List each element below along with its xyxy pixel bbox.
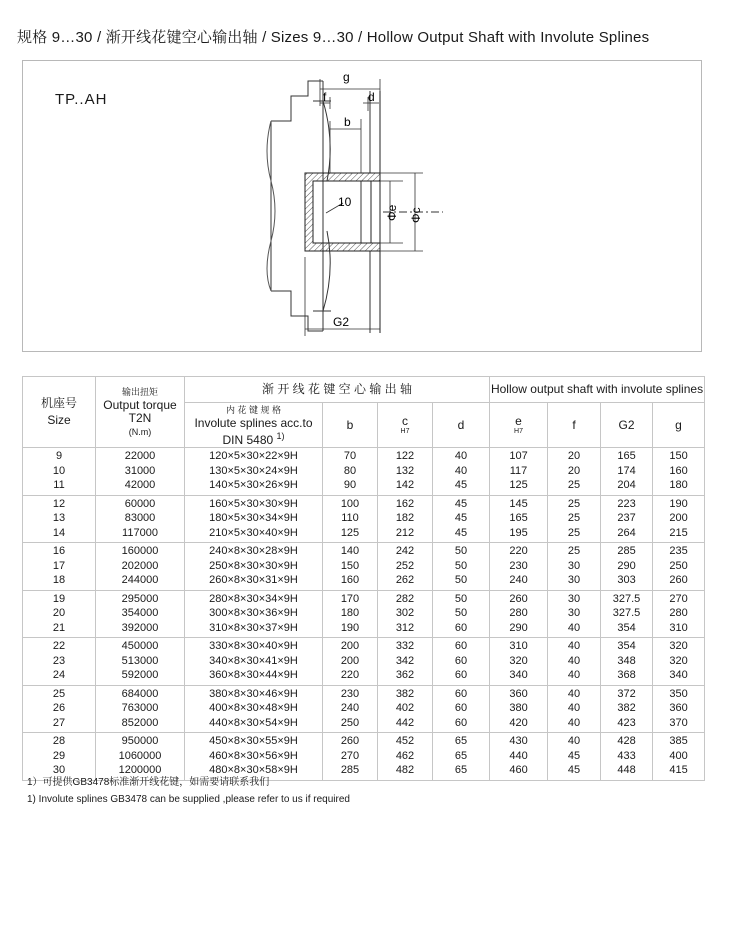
table-cell: 13 bbox=[23, 511, 96, 526]
table-cell: 27 bbox=[23, 716, 96, 733]
table-cell: 448 bbox=[601, 763, 653, 780]
table-cell: 280 bbox=[653, 606, 705, 621]
table-cell: 392000 bbox=[96, 621, 185, 638]
table-cell: 450000 bbox=[96, 638, 185, 654]
table-cell: 40 bbox=[433, 464, 490, 479]
table-cell: 385 bbox=[653, 733, 705, 749]
shaft-drawing bbox=[23, 61, 703, 353]
table-cell: 117 bbox=[490, 464, 548, 479]
table-cell: 354000 bbox=[96, 606, 185, 621]
table-cell: 380×8×30×46×9H bbox=[185, 685, 323, 701]
table-cell: 264 bbox=[601, 526, 653, 543]
table-cell: 1200000 bbox=[96, 763, 185, 780]
table-cell: 50 bbox=[433, 543, 490, 559]
dim-phi-e: Φe bbox=[385, 204, 399, 221]
table-row bbox=[23, 448, 705, 464]
table-cell: 60 bbox=[433, 668, 490, 685]
table-cell: 25 bbox=[548, 543, 601, 559]
table-cell: 382 bbox=[378, 685, 433, 701]
table-cell: 160×5×30×30×9H bbox=[185, 495, 323, 511]
table-row bbox=[23, 526, 705, 543]
table-cell: 202000 bbox=[96, 559, 185, 574]
table-cell: 29 bbox=[23, 749, 96, 764]
table-cell: 402 bbox=[378, 701, 433, 716]
table-cell: 433 bbox=[601, 749, 653, 764]
table-cell: 763000 bbox=[96, 701, 185, 716]
table-cell: 142 bbox=[378, 478, 433, 495]
table-cell: 250 bbox=[653, 559, 705, 574]
table-cell: 250 bbox=[323, 716, 378, 733]
table-cell: 195 bbox=[490, 526, 548, 543]
table-cell: 40 bbox=[548, 668, 601, 685]
table-cell: 244000 bbox=[96, 573, 185, 590]
table-cell: 220 bbox=[490, 543, 548, 559]
table-cell: 182 bbox=[378, 511, 433, 526]
table-cell: 240 bbox=[490, 573, 548, 590]
header-c bbox=[378, 403, 433, 448]
technical-drawing bbox=[22, 60, 702, 352]
table-cell: 130×5×30×24×9H bbox=[185, 464, 323, 479]
table-cell: 10 bbox=[23, 464, 96, 479]
table-cell: 160 bbox=[653, 464, 705, 479]
table-cell: 45 bbox=[433, 511, 490, 526]
table-cell: 482 bbox=[378, 763, 433, 780]
table-cell: 400 bbox=[653, 749, 705, 764]
table-cell: 354 bbox=[601, 621, 653, 638]
table-cell: 25 bbox=[548, 526, 601, 543]
table-cell: 22 bbox=[23, 638, 96, 654]
table-cell: 180 bbox=[323, 606, 378, 621]
dim-phi-c: Φc bbox=[409, 207, 423, 223]
header-f: f bbox=[548, 403, 601, 448]
table-cell: 270 bbox=[653, 590, 705, 606]
header-spline-note: 1) bbox=[276, 431, 285, 441]
table-cell: 83000 bbox=[96, 511, 185, 526]
header-group-cn: 渐 开 线 花 键 空 心 输 出 轴 bbox=[185, 377, 490, 403]
table-cell: 20 bbox=[23, 606, 96, 621]
table-cell: 282 bbox=[378, 590, 433, 606]
table-cell: 370 bbox=[653, 716, 705, 733]
table-cell: 320 bbox=[653, 654, 705, 669]
table-cell: 9 bbox=[23, 448, 96, 464]
table-cell: 28 bbox=[23, 733, 96, 749]
table-cell: 200 bbox=[653, 511, 705, 526]
table-cell: 117000 bbox=[96, 526, 185, 543]
table-cell: 11 bbox=[23, 478, 96, 495]
table-cell: 21 bbox=[23, 621, 96, 638]
table-cell: 285 bbox=[601, 543, 653, 559]
dim-g2: G2 bbox=[333, 315, 350, 329]
table-cell: 17 bbox=[23, 559, 96, 574]
table-cell: 40 bbox=[548, 733, 601, 749]
header-spline-en2: DIN 5480 bbox=[222, 433, 274, 447]
table-cell: 40 bbox=[548, 685, 601, 701]
table-cell: 40 bbox=[548, 638, 601, 654]
spec-table bbox=[22, 376, 705, 781]
table-cell: 372 bbox=[601, 685, 653, 701]
table-cell: 320 bbox=[653, 638, 705, 654]
table-cell: 45 bbox=[433, 495, 490, 511]
table-cell: 22000 bbox=[96, 448, 185, 464]
table-cell: 230 bbox=[490, 559, 548, 574]
table-row bbox=[23, 573, 705, 590]
header-b: b bbox=[323, 403, 378, 448]
table-row bbox=[23, 621, 705, 638]
table-cell: 300×8×30×36×9H bbox=[185, 606, 323, 621]
table-cell: 30 bbox=[23, 763, 96, 780]
table-cell: 452 bbox=[378, 733, 433, 749]
table-cell: 174 bbox=[601, 464, 653, 479]
table-cell: 430 bbox=[490, 733, 548, 749]
table-cell: 190 bbox=[323, 621, 378, 638]
table-cell: 428 bbox=[601, 733, 653, 749]
table-row bbox=[23, 511, 705, 526]
table-cell: 350 bbox=[653, 685, 705, 701]
table-cell: 40 bbox=[548, 654, 601, 669]
dim-g: g bbox=[343, 70, 350, 84]
header-size-en: Size bbox=[47, 413, 71, 427]
table-cell: 170 bbox=[323, 590, 378, 606]
table-row bbox=[23, 701, 705, 716]
table-row bbox=[23, 638, 705, 654]
header-c-label: c bbox=[402, 413, 408, 428]
table-cell: 320 bbox=[490, 654, 548, 669]
table-cell: 223 bbox=[601, 495, 653, 511]
table-cell: 310×8×30×37×9H bbox=[185, 621, 323, 638]
table-cell: 25 bbox=[548, 478, 601, 495]
table-cell: 30 bbox=[548, 606, 601, 621]
table-cell: 237 bbox=[601, 511, 653, 526]
header-e-label: e bbox=[515, 413, 522, 428]
header-e-tol: H7 bbox=[514, 427, 523, 435]
table-cell: 140 bbox=[323, 543, 378, 559]
table-row bbox=[23, 590, 705, 606]
table-cell: 330×8×30×40×9H bbox=[185, 638, 323, 654]
table-cell: 122 bbox=[378, 448, 433, 464]
table-cell: 162 bbox=[378, 495, 433, 511]
table-cell: 400×8×30×48×9H bbox=[185, 701, 323, 716]
table-cell: 60 bbox=[433, 621, 490, 638]
table-row bbox=[23, 668, 705, 685]
table-cell: 140×5×30×26×9H bbox=[185, 478, 323, 495]
table-cell: 50 bbox=[433, 559, 490, 574]
table-cell: 65 bbox=[433, 763, 490, 780]
table-cell: 160000 bbox=[96, 543, 185, 559]
table-cell: 462 bbox=[378, 749, 433, 764]
dim-10: 10 bbox=[338, 195, 352, 209]
header-torque-cn: 输出扭矩 bbox=[121, 387, 158, 397]
table-row bbox=[23, 464, 705, 479]
table-cell: 125 bbox=[323, 526, 378, 543]
table-cell: 25 bbox=[548, 495, 601, 511]
table-cell: 60000 bbox=[96, 495, 185, 511]
table-cell: 340×8×30×41×9H bbox=[185, 654, 323, 669]
table-cell: 242 bbox=[378, 543, 433, 559]
table-cell: 23 bbox=[23, 654, 96, 669]
table-cell: 262 bbox=[378, 573, 433, 590]
dim-d: d bbox=[368, 90, 375, 104]
header-size-cn: 机座号 bbox=[40, 396, 77, 410]
table-cell: 50 bbox=[433, 606, 490, 621]
table-cell: 460×8×30×56×9H bbox=[185, 749, 323, 764]
table-cell: 327.5 bbox=[601, 606, 653, 621]
header-torque-sym: T2N bbox=[128, 411, 152, 425]
table-cell: 230 bbox=[323, 685, 378, 701]
table-cell: 310 bbox=[490, 638, 548, 654]
table-cell: 25 bbox=[23, 685, 96, 701]
table-cell: 24 bbox=[23, 668, 96, 685]
table-cell: 295000 bbox=[96, 590, 185, 606]
table-cell: 360×8×30×44×9H bbox=[185, 668, 323, 685]
table-cell: 40 bbox=[548, 621, 601, 638]
table-cell: 45 bbox=[433, 478, 490, 495]
table-cell: 110 bbox=[323, 511, 378, 526]
table-cell: 592000 bbox=[96, 668, 185, 685]
table-cell: 280 bbox=[490, 606, 548, 621]
table-row bbox=[23, 543, 705, 559]
table-cell: 145 bbox=[490, 495, 548, 511]
table-cell: 65 bbox=[433, 749, 490, 764]
table-cell: 65 bbox=[433, 733, 490, 749]
table-cell: 180×5×30×34×9H bbox=[185, 511, 323, 526]
table-cell: 120×5×30×22×9H bbox=[185, 448, 323, 464]
table-row bbox=[23, 606, 705, 621]
table-cell: 420 bbox=[490, 716, 548, 733]
table-cell: 70 bbox=[323, 448, 378, 464]
table-cell: 290 bbox=[601, 559, 653, 574]
table-cell: 60 bbox=[433, 654, 490, 669]
table-cell: 240 bbox=[323, 701, 378, 716]
table-cell: 40 bbox=[548, 701, 601, 716]
table-cell: 852000 bbox=[96, 716, 185, 733]
table-cell: 423 bbox=[601, 716, 653, 733]
table-cell: 312 bbox=[378, 621, 433, 638]
header-size bbox=[23, 377, 96, 448]
table-cell: 125 bbox=[490, 478, 548, 495]
table-row bbox=[23, 559, 705, 574]
table-cell: 342 bbox=[378, 654, 433, 669]
header-spline-cn: 内 花 键 规 格 bbox=[225, 405, 281, 415]
table-cell: 360 bbox=[490, 685, 548, 701]
table-cell: 18 bbox=[23, 573, 96, 590]
table-cell: 60 bbox=[433, 701, 490, 716]
table-row bbox=[23, 478, 705, 495]
table-cell: 260 bbox=[490, 590, 548, 606]
table-cell: 260 bbox=[653, 573, 705, 590]
table-cell: 50 bbox=[433, 573, 490, 590]
header-g2: G2 bbox=[601, 403, 653, 448]
table-cell: 252 bbox=[378, 559, 433, 574]
table-cell: 1060000 bbox=[96, 749, 185, 764]
table-cell: 200 bbox=[323, 638, 378, 654]
table-cell: 280×8×30×34×9H bbox=[185, 590, 323, 606]
header-c-tol: H7 bbox=[400, 427, 410, 435]
table-cell: 362 bbox=[378, 668, 433, 685]
header-d: d bbox=[433, 403, 490, 448]
table-cell: 90 bbox=[323, 478, 378, 495]
table-row bbox=[23, 716, 705, 733]
table-cell: 380 bbox=[490, 701, 548, 716]
header-torque-en: Output torque bbox=[103, 398, 177, 412]
table-cell: 215 bbox=[653, 526, 705, 543]
table-cell: 684000 bbox=[96, 685, 185, 701]
table-row bbox=[23, 733, 705, 749]
table-cell: 20 bbox=[548, 464, 601, 479]
table-cell: 40 bbox=[548, 716, 601, 733]
table-cell: 332 bbox=[378, 638, 433, 654]
footnote-en: 1) Involute splines GB3478 can be supplied ,please refer to us if required bbox=[27, 794, 350, 805]
table-cell: 250×8×30×30×9H bbox=[185, 559, 323, 574]
table-cell: 80 bbox=[323, 464, 378, 479]
table-cell: 165 bbox=[490, 511, 548, 526]
table-cell: 165 bbox=[601, 448, 653, 464]
table-cell: 42000 bbox=[96, 478, 185, 495]
table-cell: 45 bbox=[433, 526, 490, 543]
table-row bbox=[23, 749, 705, 764]
table-cell: 150 bbox=[653, 448, 705, 464]
table-cell: 12 bbox=[23, 495, 96, 511]
table-cell: 260×8×30×31×9H bbox=[185, 573, 323, 590]
model-label: TP..AH bbox=[55, 91, 108, 108]
table-cell: 30 bbox=[548, 573, 601, 590]
table-cell: 132 bbox=[378, 464, 433, 479]
table-cell: 19 bbox=[23, 590, 96, 606]
table-cell: 60 bbox=[433, 716, 490, 733]
table-cell: 45 bbox=[548, 749, 601, 764]
table-cell: 480×8×30×58×9H bbox=[185, 763, 323, 780]
table-row bbox=[23, 685, 705, 701]
table-cell: 354 bbox=[601, 638, 653, 654]
table-cell: 60 bbox=[433, 685, 490, 701]
footnote-cn: 1）可提供GB3478标准渐开线花键，如需要请联系我们 bbox=[27, 777, 270, 788]
table-cell: 285 bbox=[323, 763, 378, 780]
table-cell: 340 bbox=[490, 668, 548, 685]
table-cell: 31000 bbox=[96, 464, 185, 479]
header-spline bbox=[185, 403, 323, 448]
header-torque-unit: (N.m) bbox=[128, 427, 152, 437]
table-cell: 100 bbox=[323, 495, 378, 511]
table-cell: 212 bbox=[378, 526, 433, 543]
table-cell: 180 bbox=[653, 478, 705, 495]
table-cell: 450×8×30×55×9H bbox=[185, 733, 323, 749]
table-cell: 204 bbox=[601, 478, 653, 495]
table-cell: 415 bbox=[653, 763, 705, 780]
table-cell: 16 bbox=[23, 543, 96, 559]
table-cell: 260 bbox=[323, 733, 378, 749]
table-cell: 360 bbox=[653, 701, 705, 716]
table-cell: 160 bbox=[323, 573, 378, 590]
table-cell: 440 bbox=[490, 749, 548, 764]
table-cell: 190 bbox=[653, 495, 705, 511]
table-cell: 382 bbox=[601, 701, 653, 716]
table-cell: 25 bbox=[548, 511, 601, 526]
table-cell: 513000 bbox=[96, 654, 185, 669]
table-cell: 348 bbox=[601, 654, 653, 669]
table-cell: 950000 bbox=[96, 733, 185, 749]
header-g: g bbox=[653, 403, 705, 448]
dim-f: f bbox=[323, 90, 327, 104]
table-cell: 270 bbox=[323, 749, 378, 764]
table-cell: 310 bbox=[653, 621, 705, 638]
table-cell: 368 bbox=[601, 668, 653, 685]
table-cell: 20 bbox=[548, 448, 601, 464]
table-cell: 240×8×30×28×9H bbox=[185, 543, 323, 559]
table-cell: 303 bbox=[601, 573, 653, 590]
table-cell: 442 bbox=[378, 716, 433, 733]
table-cell: 460 bbox=[490, 763, 548, 780]
page-title: 规格 9…30 / 渐开线花键空心输出轴 / Sizes 9…30 / Hollow Output Shaft with Involute Splines bbox=[17, 29, 650, 46]
table-cell: 210×5×30×40×9H bbox=[185, 526, 323, 543]
table-cell: 45 bbox=[548, 763, 601, 780]
table-cell: 30 bbox=[548, 559, 601, 574]
header-e bbox=[490, 403, 548, 448]
table-cell: 220 bbox=[323, 668, 378, 685]
table-row bbox=[23, 654, 705, 669]
table-cell: 26 bbox=[23, 701, 96, 716]
header-group-en: Hollow output shaft with involute splines bbox=[490, 377, 705, 403]
table-cell: 40 bbox=[433, 448, 490, 464]
spec-table-container bbox=[22, 376, 704, 781]
table-cell: 14 bbox=[23, 526, 96, 543]
table-cell: 327.5 bbox=[601, 590, 653, 606]
table-cell: 107 bbox=[490, 448, 548, 464]
table-cell: 200 bbox=[323, 654, 378, 669]
table-cell: 340 bbox=[653, 668, 705, 685]
header-spline-en1: Involute splines acc.to bbox=[194, 416, 313, 430]
table-cell: 30 bbox=[548, 590, 601, 606]
table-row bbox=[23, 495, 705, 511]
table-cell: 50 bbox=[433, 590, 490, 606]
table-cell: 150 bbox=[323, 559, 378, 574]
dim-b: b bbox=[344, 115, 351, 129]
table-cell: 235 bbox=[653, 543, 705, 559]
table-cell: 60 bbox=[433, 638, 490, 654]
footnotes bbox=[27, 774, 350, 808]
table-body bbox=[23, 448, 705, 781]
header-torque bbox=[96, 377, 185, 448]
hatched-section bbox=[305, 173, 380, 251]
table-cell: 440×8×30×54×9H bbox=[185, 716, 323, 733]
table-cell: 290 bbox=[490, 621, 548, 638]
table-cell: 302 bbox=[378, 606, 433, 621]
